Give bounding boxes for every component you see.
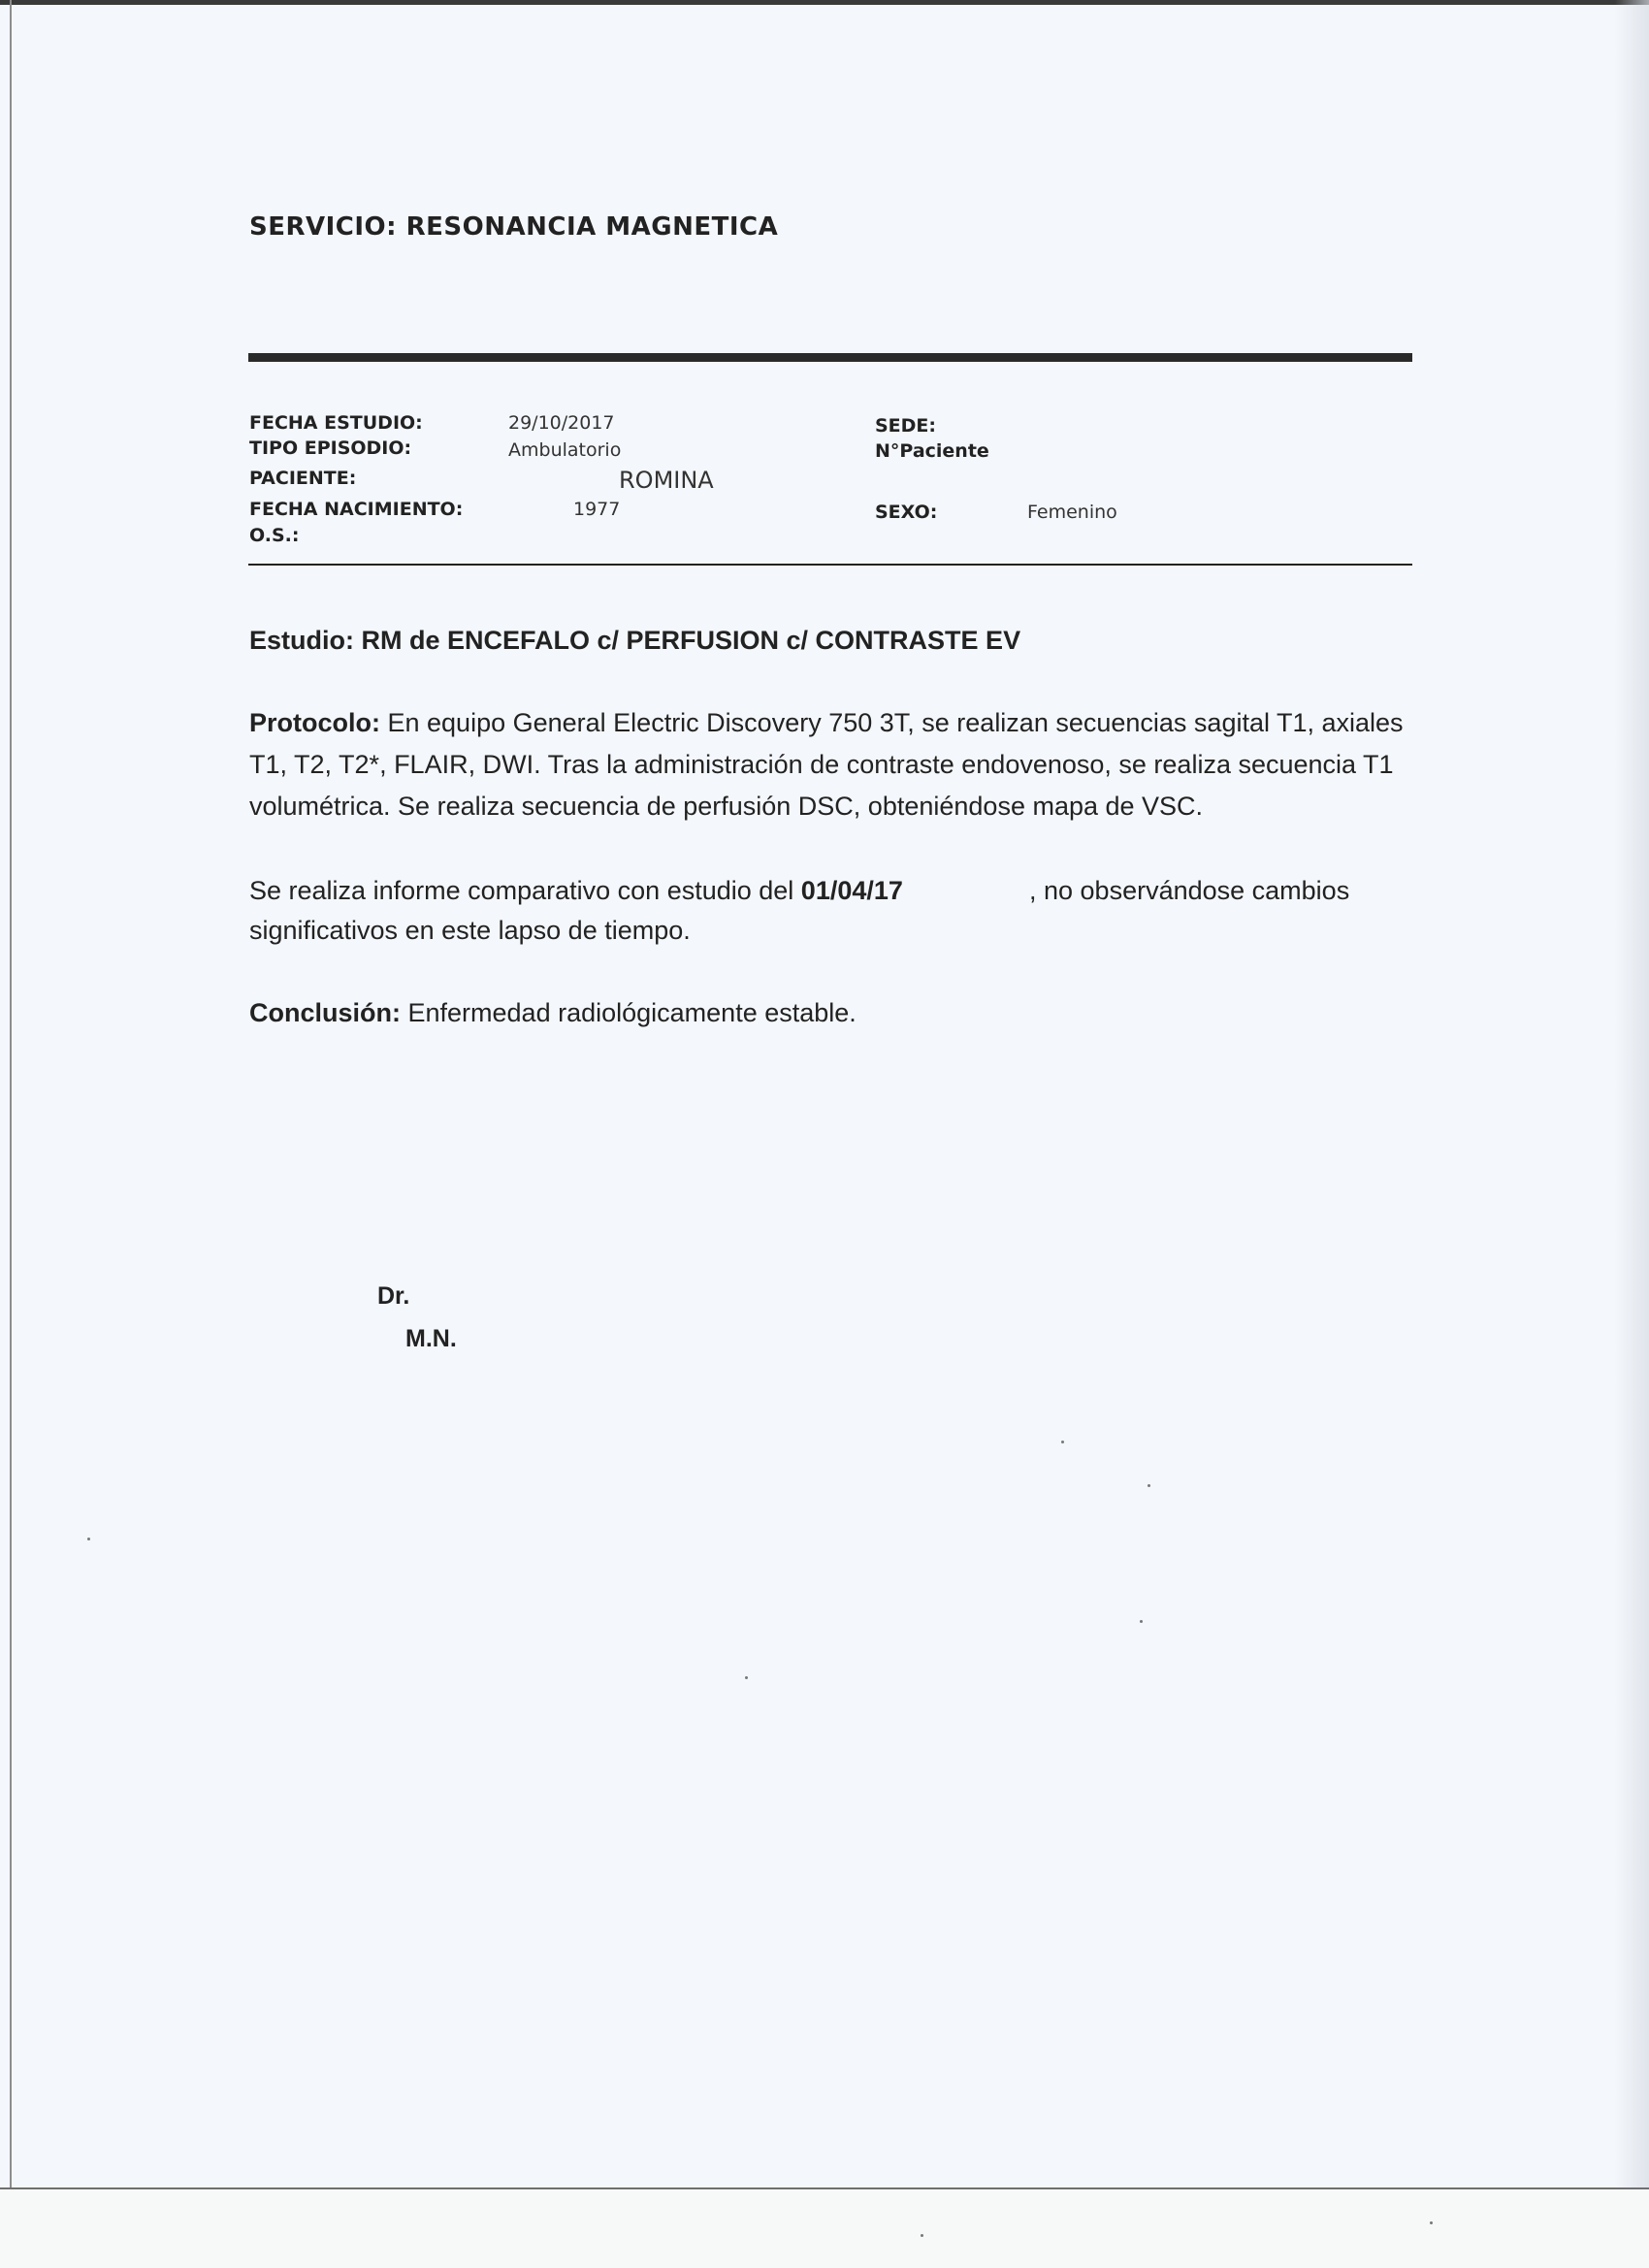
scan-speck <box>921 2234 923 2237</box>
conclusion-line <box>249 998 857 1028</box>
header-divider <box>248 353 1412 362</box>
sede-label: SEDE: <box>875 415 937 437</box>
fecha-estudio-value: 29/10/2017 <box>508 412 615 434</box>
signature-mn: M.N. <box>405 1325 457 1352</box>
scan-speck <box>1061 1441 1064 1443</box>
scan-top-edge <box>0 0 1649 5</box>
info-divider <box>248 564 1412 566</box>
paciente-value: ROMINA <box>619 467 714 494</box>
comparativo-suffix: , no observándose cambios <box>1029 876 1350 905</box>
protocolo-line-1 <box>249 708 1404 738</box>
signature-dr: Dr. <box>377 1282 410 1310</box>
npaciente-label: N°Paciente <box>875 440 989 462</box>
scan-speck <box>745 1676 748 1679</box>
scan-speck <box>87 1538 90 1540</box>
scanner-background <box>0 2189 1649 2268</box>
comparativo-line-1 <box>249 876 903 906</box>
conclusion-label: Conclusión: <box>249 998 401 1027</box>
sexo-label: SEXO: <box>875 502 938 523</box>
estudio-title: Estudio: RM de ENCEFALO c/ PERFUSION c/ CONTRASTE EV <box>249 626 1021 655</box>
scan-left-edge <box>10 0 12 2190</box>
fecha-estudio-label: FECHA ESTUDIO: <box>249 412 423 434</box>
protocolo-text-1: En equipo General Electric Discovery 750 3T, se realizan secuencias sagital T1, axiales <box>380 708 1404 737</box>
scan-speck <box>1148 1484 1150 1487</box>
scan-speck <box>1140 1620 1143 1623</box>
tipo-episodio-label: TIPO EPISODIO: <box>249 437 412 459</box>
service-title: SERVICIO: RESONANCIA MAGNETICA <box>249 212 779 242</box>
conclusion-text: Enfermedad radiológicamente estable. <box>401 998 857 1027</box>
comparativo-prefix: Se realiza informe comparativo con estudio del <box>249 876 801 905</box>
protocolo-line-3: volumétrica. Se realiza secuencia de perfusión DSC, obteniéndose mapa de VSC. <box>249 792 1204 821</box>
paciente-label: PACIENTE: <box>249 468 357 489</box>
sexo-value: Femenino <box>1027 502 1117 523</box>
comparativo-date: 01/04/17 <box>800 876 903 905</box>
fecha-nacimiento-label: FECHA NACIMIENTO: <box>249 499 464 520</box>
fecha-nacimiento-value: 1977 <box>573 499 621 520</box>
tipo-episodio-value: Ambulatorio <box>508 439 622 461</box>
scan-right-shade <box>1615 0 1649 2190</box>
protocolo-line-2: T1, T2, T2*, FLAIR, DWI. Tras la administración de contraste endovenoso, se realiza secuencia T1 <box>249 750 1394 779</box>
protocolo-label: Protocolo: <box>249 708 380 737</box>
comparativo-line-2: significativos en este lapso de tiempo. <box>249 916 691 945</box>
os-label: O.S.: <box>249 525 300 546</box>
scan-speck <box>1430 2221 1433 2224</box>
